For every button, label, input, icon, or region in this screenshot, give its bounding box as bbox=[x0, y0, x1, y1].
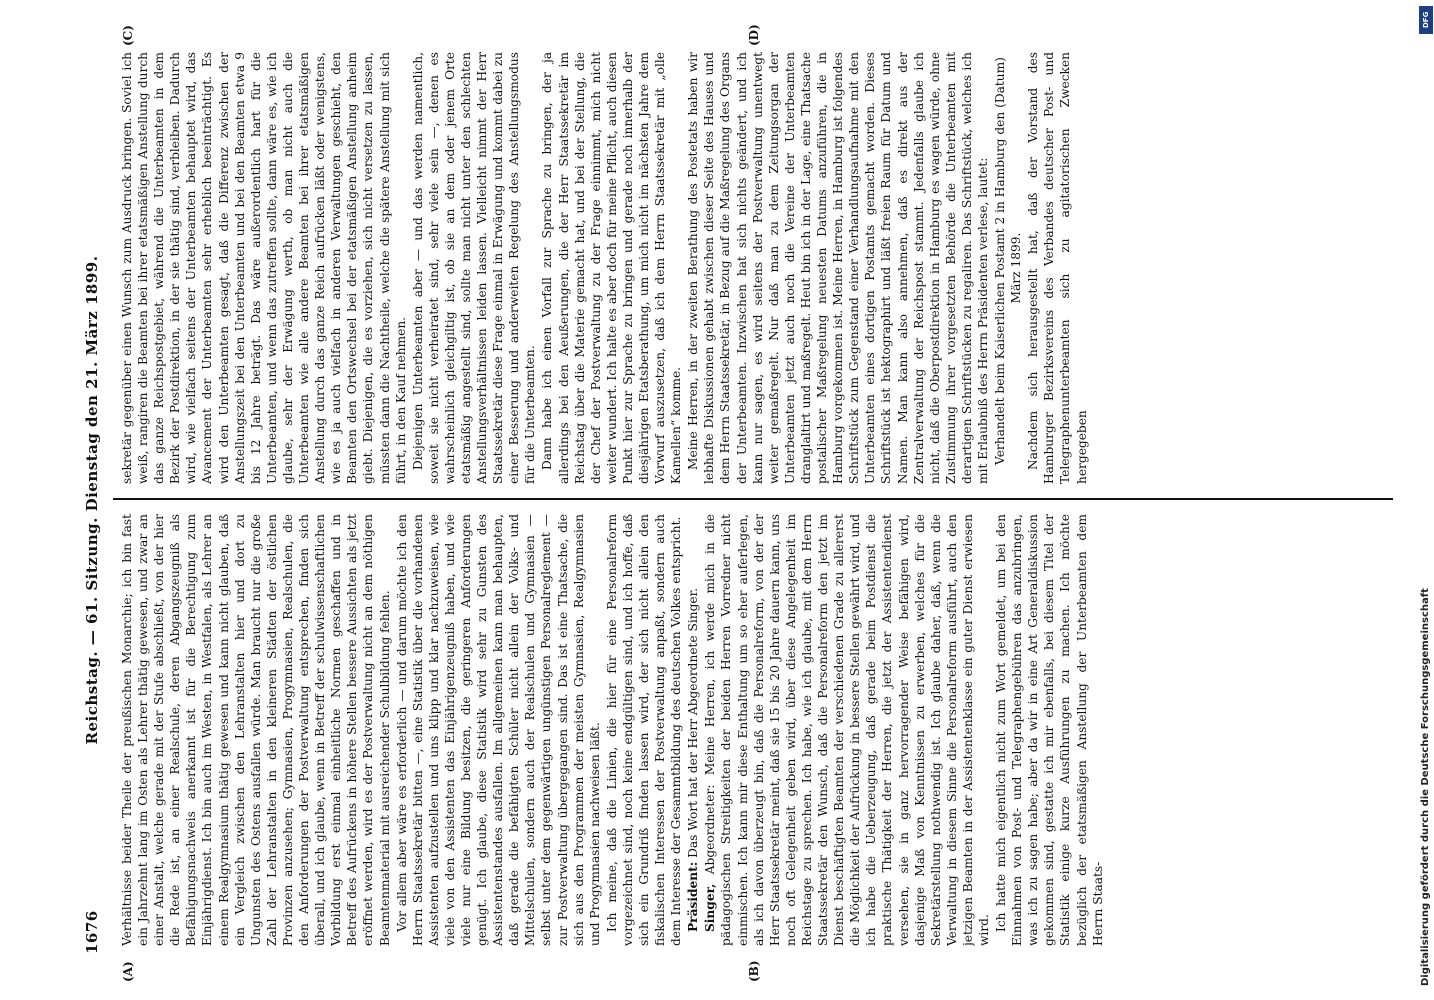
quoted-document-heading: Verhandelt beim Kaiserlichen Postamt 2 in Hamburg den (Datum) März 1899. bbox=[993, 57, 1024, 465]
running-header bbox=[83, 46, 109, 954]
speech-text: Das Wort hat der Herr Abgeordnete Singer. bbox=[686, 588, 701, 858]
paragraph: Verhältnisse beider Theile der preußischen Monarchie; ich bin fast ein Jahrzehnt lang im Osten als Lehrer thätig gewesen, und zwar an einer Anstalt, welche gerade mit der Stufe abschließt, von der hier die Rede ist, an einer Realschule, deren Abgangszeugniß als Befähigungsnachweis anerkannt ist für die Berechtigung zum Einjährigdienst. Ich bin auch im Westen, in Westfalen, als Lehrer an einem Realgymnasium thätig gewesen und kann nicht glauben, daß ein Vergleich zwischen den Lehranstalten hier und dort zu Ungunsten des Ostens ausfallen würde. Man braucht nur die große Zahl der Lehranstalten in den kleineren Städten der östlichen Provinzen anzusehen; Gymnasien, Progymnasien, Realschulen, die den Anforderungen der Postverwaltung entsprechen, finden sich überall, und ich glaube, wenn in Betreff der schulwissenschaftlichen Vorbildung erst einmal einheitliche Normen geschaffen und in Betreff des Aufrückens in höhere Stellen bessere Aussichten als jetzt eröffnet werden, wird es der Postverwaltung nicht an dem nöthigen Beamtenmaterial mit ausreichender Schulbildung fehlen. bbox=[120, 514, 392, 946]
speaker-name: Präsident: bbox=[686, 861, 701, 932]
quoted-document-text: Nachdem sich herausgestellt hat, daß der Vorstand des Hamburger Bezirksvereins des Verbandes deutscher Post- und Telegraphenunterbeamten sich zu agitatorischen Zwecken hergegeben bbox=[1026, 52, 1089, 484]
paragraph: Ich hatte mich eigentlich nicht zum Wort gemeldet, um bei den Einnahmen von Post- und Telegraphengebühren das anzubringen, was ich zu sagen habe; aber da wir in eine Art Generaldiskussion gekommen sind, gestatte ich mir ebenfalls, bei diesem Titel der Statistik einige kurze Ausführungen zu machen. Ich möchte bezüglich der etatsmäßigen Anstellung der Unterbeamten dem Herrn Staats- bbox=[994, 514, 1105, 946]
margin-letter-b: (B) bbox=[747, 960, 761, 982]
margin-letter-c: (C) bbox=[121, 25, 135, 46]
left-column bbox=[119, 514, 1389, 946]
paragraph: Ich meine, daß die Linien, die hier für eine Personalreform vorgezeichnet sind, noch keine endgültigen sind, und ich hoffe, daß sich ein Grundriß finden lassen wird, der sich nicht allein den fiskalischen Interessen der Postverwaltung anpaßt, sondern auch dem Interesse der Gesammtbildung des deutschen Volkes entspricht. bbox=[604, 514, 684, 946]
watermark-text: Digitalisierung gefördert durch die Deutsche Forschungsgemeinschaft bbox=[1420, 588, 1431, 986]
margin-letter-a: (A) bbox=[121, 961, 135, 982]
paragraph: Dann habe ich einen Vorfall zur Sprache zu bringen, der ja allerdings bei den Aeußerungen, die der Herr Staatssekretär im Reichstag über die Materie gemacht hat, und bei der Stellung, die der Chef der Postverwaltung zu der Frage einnimmt, mich nicht weiter wundert. Ich halte es aber doch für meine Pflicht, auch diesen Punkt hier zur Sprache zu bringen und gerade noch innerhalb der diesjährigen Etatsberathung, um mich nicht im nächsten Jahre dem Vorwurf auszusetzen, daß ich dem Herrn Staatssekretär mit „olle Kamellen“ komme. bbox=[540, 52, 684, 484]
page-number: 1676 bbox=[83, 910, 101, 954]
paragraph: Diejenigen Unterbeamten aber — und das werden namentlich, soweit sie nicht verheiratet sind, sehr viele sein —, denen es wahrscheinlich gleichgiltig ist, ob sie an dem oder jenem Orte etatsmäßig angestellt sind, sollte man nicht unter den schlechten Anstellungsverhältnissen leiden lassen. Vielleicht nimmt der Herr Staatssekretär diese Frage einmal in Erwägung und kommt dabei zu einer Besserung und anderweiten Regelung des Anstellungsmodus für die Unterbeamten. bbox=[410, 52, 538, 484]
digitization-watermark bbox=[1418, 8, 1432, 998]
speaker-paragraph bbox=[702, 514, 992, 946]
column-divider bbox=[113, 498, 1393, 500]
margin-letter-d: (D) bbox=[747, 24, 761, 46]
page-title: Reichstag. — 61. Sitzung. Dienstag den 21. März 1899. bbox=[83, 255, 101, 745]
right-column bbox=[119, 52, 1389, 484]
paragraph: Meine Herren, in der zweiten Berathung des Postetats haben wir lebhafte Diskussionen gehabt zwischen dieser Seite des Hauses und dem Herrn Staatssekretär, in Bezug auf die Maßregelung des Organs der Unterbeamten. Inzwischen hat sich nichts geändert, und ich kann nur sagen, es wird seitens der Postverwaltung unentwegt weiter gemaßregelt. Nur daß man zu dem Zeitungsorgan der Unterbeamten jetzt auch noch die Vereine der Unterbeamten dranglaltirt und maßregelt. Heut bin ich in der Lage, eine Thatsache postalischer Maßregelung neuesten Datums anzuführen, die in Hamburg vorgekommen ist. Meine Herren, in Hamburg ist folgendes Schriftstück zum Gegenstand einer Verhandlungsaufnahme mit den Unterbeamten eines dortigen Postamts gemacht worden. Dieses Schriftstück ist hektographirt und läßt freien Raum für Datum und Namen. Man kann also annehmen, daß es direkt aus der Zentralverwaltung der Reichspost stammt. Jedenfalls glaube ich nicht, daß die Oberpostdirektion in Hamburg es wagen würde, ohne Zustimmung ihrer vorgesetzten Behörde die Unterbeamten mit derartigen Schriftstücken zu regaliren. Das Schriftstück, welches ich mit Erlaubniß des Herrn Präsidenten verlese, lautet: bbox=[686, 52, 990, 484]
speaker-name: Singer, bbox=[703, 883, 718, 932]
paragraph: sekretär gegenüber einen Wunsch zum Ausdruck bringen. Soviel ich weiß, rangiren die Beamten bei ihrer etatsmäßigen Anstellung durch das ganze Reichspostgebiet, während die Unterbeamten in dem Bezirk der Postdirektion, in der sie thätig sind, verbleiben. Dadurch wird, wie vielfach seitens der Unterbeamten behauptet wird, das Avancement der Unterbeamten sehr erheblich beeinträchtigt. Es wird den Unterbeamten gesagt, daß die Differenz zwischen der Anstellungszeit bei den Unterbeamten und bei den Beamten etwa 9 bis 12 Jahre beträgt. Das wäre außerordentlich hart für die Unterbeamten, und wenn das zutreffen sollte, dann wäre es, wie ich glaube, sehr der Erwägung werth, ob man nicht auch die Unterbeamten wie alle andere Beamten bei ihrer etatsmäßigen Anstellung durch das ganze Reich aufrücken läßt oder wenigstens, wie es ja auch vielfach in anderen Verwaltungen geschieht, den Beamten den Ortswechsel bei der etatsmäßigen Anstellung anheim giebt. Diejenigen, die es vorziehen, sich nicht versetzen zu lassen, müssten dann die Nachtheile, welche die spätere Anstellung mit sich führt, in den Kauf nehmen. bbox=[120, 52, 408, 484]
speaker-paragraph bbox=[685, 514, 701, 946]
dfg-logo: DFG bbox=[1419, 6, 1433, 34]
paragraph: Vor allem aber wäre es erforderlich — und darum möchte ich den Herrn Staatssekretär bitten —, eine Statistik über die vorhandenen Assistenten aufzustellen und uns klipp und klar nachzuweisen, wie viele von den Assistenten das Einjährigenzeugniß haben, und wie viele nur eine Bildung besitzen, die geringeren Anforderungen genügt. Ich glaube, diese Statistik wird sehr zu Gunsten des Assistentenstandes ausfallen. Im allgemeinen kann man behaupten, daß gerade die befähigten Schüler nicht allein der Volks- und Mittelschulen, sondern auch der Realschulen und Gymnasien — selbst unter dem gegenwärtigen ungünstigen Personalreglement — zur Postverwaltung übergegangen sind. Das ist eine Thatsache, die sich aus den Programmen der meisten Gymnasien, Realgymnasien und Progymnasien nachweisen läßt. bbox=[394, 514, 602, 946]
rotated-page bbox=[27, 10, 1407, 990]
speech-text: Abgeordneter: Meine Herren, ich werde mich in die pädagogischen Streitigkeiten der beiden Herren Vorredner nicht einmischen. Ich kann mir diese Enthaltung um so eher auferlegen, als ich davon überzeugt bin, daß die Personalreform, von der der Herr Staatssekretär meint, daß sie 15 bis 20 Jahre dauern kann, uns noch oft Gelegenheit geben wird, über diese Angelegenheit im Reichstage zu sprechen. Ich habe, wie ich glaube, mit dem Herrn Staatssekretär den Wunsch, daß die Personalreform den jetzt im Dienst beschäftigten Beamten der verschiedenen Grade zu allererst die Möglichkeit der Aufrückung in bessere Stellen gewährt wird, und ich habe die Ueberzeugung, daß gerade beim Postdienst die praktische Thätigkeit der Herren, die jetzt der Assistentendienst versehen, sie in ganz hervorragender Weise befähigen wird, dasjenige Maß von Kenntnissen zu erwerben, welches für die Sekretärstellung nothwendig ist. Ich glaube daher, daß, wenn die Verwaltung in diesem Sinne die Personalreform ausführt, auch den jetzigen Beamten in der Assistentenklasse ein guter Dienst erwiesen wird. bbox=[703, 514, 991, 946]
